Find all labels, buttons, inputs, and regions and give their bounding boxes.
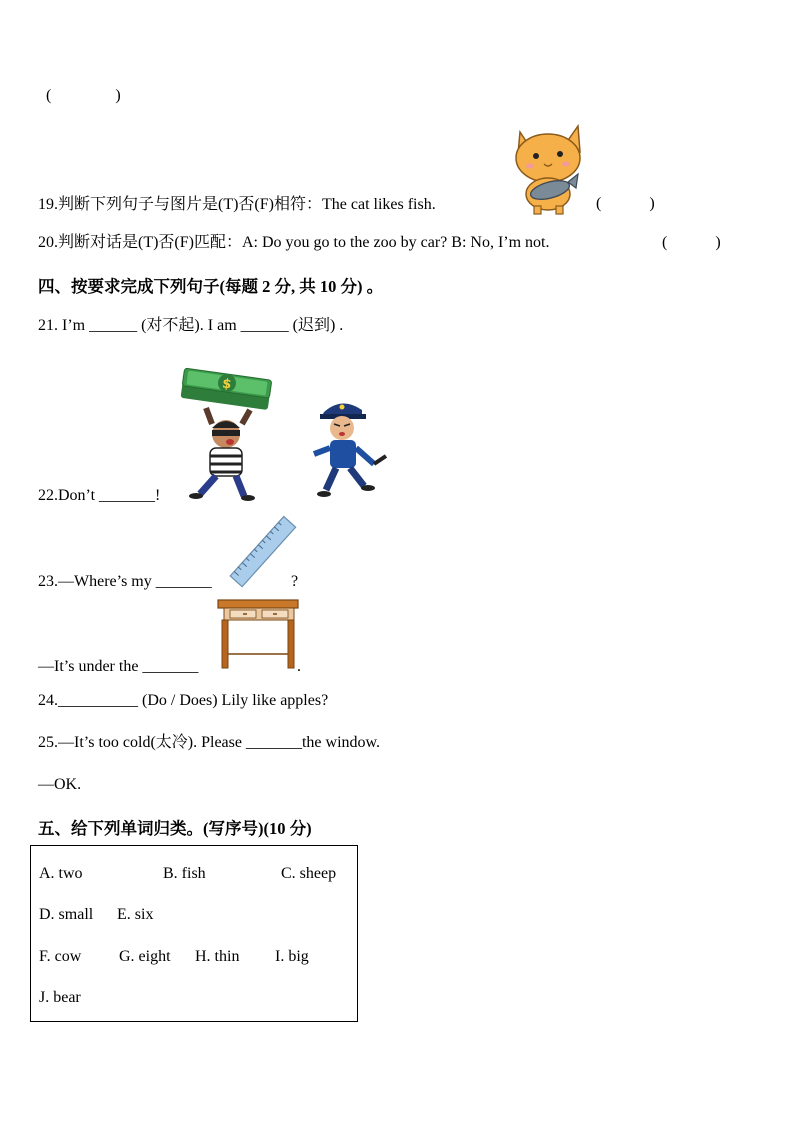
cat-with-fish-image (510, 122, 588, 214)
word-option-g: G. eight (119, 948, 171, 965)
question-21-text: 21. I’m ______ (对不起). I am ______ (迟到) . (38, 317, 344, 334)
question-23-question-mark: ? (291, 573, 299, 590)
word-option-i: I. big (275, 948, 309, 965)
word-option-f: F. cow (39, 948, 82, 965)
word-option-a: A. two (39, 865, 83, 882)
q18-answer-paren[interactable]: ( ) (46, 87, 121, 104)
question-23-line-2: —It’s under the _______ (38, 658, 199, 675)
section-4-title: 四、按要求完成下列句子(每题 2 分, 共 10 分) 。 (38, 277, 384, 296)
word-option-c: C. sheep (281, 865, 337, 882)
question-25-line-2: —OK. (38, 776, 82, 793)
question-23-line-1: 23.—Where’s my _______ (38, 573, 212, 590)
q20-answer-paren[interactable]: ( ) (662, 234, 721, 251)
section-5-title: 五、给下列单词归类。(写序号)(10 分) (38, 819, 312, 838)
ruler-image (228, 522, 298, 584)
svg-text:$: $ (221, 376, 233, 393)
question-19-text: 19.判断下列句子与图片是(T)否(F)相符：The cat likes fish. (38, 196, 436, 213)
question-24-text: 24.__________ (Do / Does) Lily like apples? (38, 692, 329, 709)
q19-answer-paren[interactable]: ( ) (596, 195, 655, 212)
desk-image (218, 598, 300, 672)
word-option-d: D. small (39, 906, 94, 923)
question-23-period: . (297, 658, 301, 675)
word-option-b: B. fish (163, 865, 206, 882)
question-20-text: 20.判断对话是(T)否(F)匹配：A: Do you go to the zoo by car? B: No, I’m not. (38, 234, 550, 251)
thief-carrying-money-image (178, 362, 278, 502)
word-options-box (30, 845, 358, 1022)
word-option-h: H. thin (195, 948, 240, 965)
word-option-e: E. six (117, 906, 154, 923)
question-25-line-1: 25.—It’s too cold(太冷). Please _______the window. (38, 734, 381, 751)
question-22-text: 22.Don’t _______! (38, 487, 161, 504)
police-officer-image (312, 398, 392, 502)
word-option-j: J. bear (39, 989, 81, 1006)
